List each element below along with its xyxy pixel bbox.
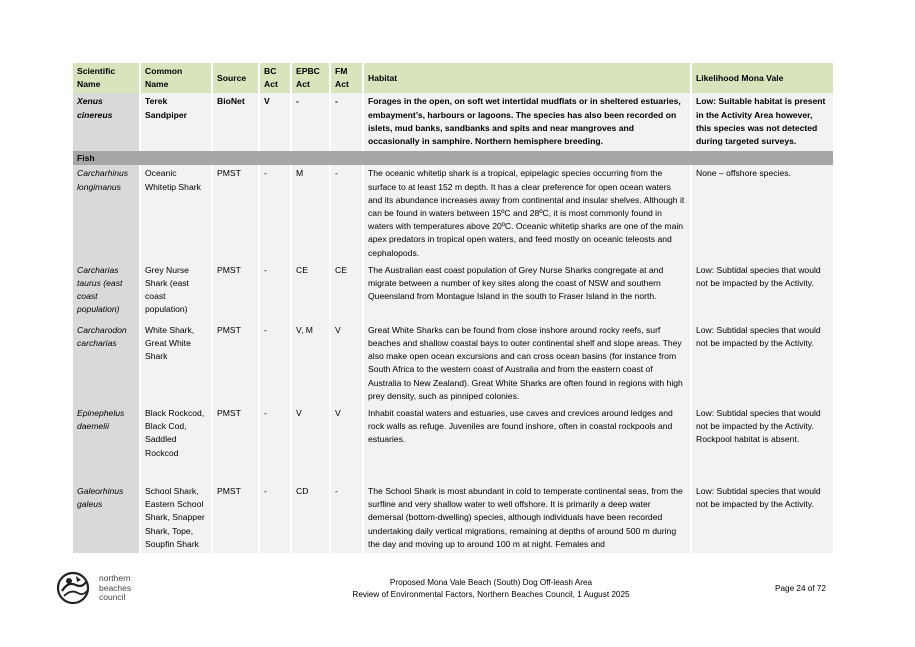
common-name-cell: School Shark, Eastern School Shark, Snapper Shark, Tope, Soupfin Shark [141,483,211,553]
page-number: Page 24 of 72 [775,584,826,593]
source-cell: PMST [213,483,258,553]
fm-act-cell: CE [331,262,362,322]
logo-word: beaches [99,582,132,593]
footer-title-block [300,577,682,600]
common-name-cell: Grey Nurse Shark (east coast population) [141,262,211,322]
source-cell: PMST [213,262,258,322]
common-name-cell: Terek Sandpiper [141,93,211,151]
likelihood-cell: Low: Subtidal species that would not be impacted by the Activity. [692,262,833,322]
bc-act-cell: - [260,483,290,553]
header-common-name: Common Name [141,63,211,93]
source-cell: PMST [213,322,258,405]
epbc-act-cell: M [292,165,329,261]
section-label: Fish [73,151,833,165]
header-likelihood: Likelihood Mona Vale [692,63,833,93]
species-table [71,63,835,553]
common-name-cell: White Shark, Great White Shark [141,322,211,405]
fm-act-cell: - [331,483,362,553]
common-name-cell: Black Rockcod, Black Cod, Saddled Rockcod [141,405,211,483]
scientific-name-cell: Carcharodon carcharias [73,322,139,405]
fm-act-cell: V [331,405,362,483]
footer-subtitle: Review of Environmental Factors, Northern Beaches Council, 1 August 2025 [352,589,630,599]
header-source: Source [213,63,258,93]
scientific-name-cell: Xenus cinereus [73,93,139,151]
habitat-cell: The School Shark is most abundant in cold to temperate continental seas, from the surfline and very shallow water to well offshore. It is primarily a deep water demersal (bottom-dwelling) species, although individuals have been recorded undertaking daily vertical migrations, remaining at depths of around 500 m during the day and moving up to around 100 m at night. Females and [364,483,690,553]
scientific-name-cell: Galeorhinus galeus [73,483,139,553]
scientific-name-cell: Carcharias taurus (east coast population) [73,262,139,322]
table-row [73,322,833,405]
fm-act-cell: - [331,165,362,261]
bc-act-cell: - [260,262,290,322]
scientific-name-cell: Epinephelus daemelii [73,405,139,483]
table-row [73,483,833,553]
epbc-act-cell: V, M [292,322,329,405]
likelihood-cell: Low: Suitable habitat is present in the Activity Area however, this species was not detected during targeted surveys. [692,93,833,151]
table-row [73,405,833,483]
table-row [73,93,833,151]
likelihood-cell: Low: Subtidal species that would not be impacted by the Activity. [692,322,833,405]
source-cell: PMST [213,405,258,483]
logo-word: council [99,592,126,602]
logo-word: northern [99,573,131,583]
habitat-cell: Great White Sharks can be found from close inshore around rocky reefs, surf beaches and shallow coastal bays to outer continental shelf and slope areas. They also make open ocean excursions and can cross ocean basins (for instance from South Africa to the western coast of Australia and from the eastern coast of Australia to New Zealand). Great White Sharks are often found in regions with high prey density, such as pinniped colonies. [364,322,690,405]
source-cell: PMST [213,165,258,261]
bc-act-cell: - [260,405,290,483]
bc-act-cell: - [260,165,290,261]
council-emblem-icon [56,571,92,605]
epbc-act-cell: CD [292,483,329,553]
header-bc-act: BC Act [260,63,290,93]
bc-act-cell: V [260,93,290,151]
section-row [73,151,833,165]
habitat-cell: Forages in the open, on soft wet intertidal mudflats or in sheltered estuaries, embayment’s, harbours or lagoons. The species has also been recorded on islets, mud banks, sandbanks and spits and near mangroves and occasionally in samphire. Northern hemisphere breeding. [364,93,690,151]
header-epbc-act: EPBC Act [292,63,329,93]
fm-act-cell: - [331,93,362,151]
table-row [73,165,833,261]
epbc-act-cell: CE [292,262,329,322]
header-fm-act: FM Act [331,63,362,93]
fm-act-cell: V [331,322,362,405]
bc-act-cell: - [260,322,290,405]
table-header-row [73,63,833,93]
epbc-act-cell: V [292,405,329,483]
logo-text [99,574,131,603]
habitat-cell: The Australian east coast population of Grey Nurse Sharks congregate at and migrate between a number of key sites along the coast of NSW and southern Queensland from Montague Island in the south to Fraser Island in the north. [364,262,690,322]
table-row [73,262,833,322]
habitat-cell: The oceanic whitetip shark is a tropical, epipelagic species occurring from the surface to at least 152 m depth. It has a clear preference for open ocean waters and its abundance increases away from continental and insular shelves. Although it can be found in waters between 15ºC and 28ºC, it is most commonly found in waters with temperatures above 20ºC. Oceanic whitetip sharks are one of the main apex predators in tropical open waters, and feed mostly on oceanic teleosts and cephalopods. [364,165,690,261]
epbc-act-cell: - [292,93,329,151]
likelihood-cell: None – offshore species. [692,165,833,261]
habitat-cell: Inhabit coastal waters and estuaries, use caves and crevices around ledges and rock walls as refuge. Juveniles are found inshore, often in coastal rockpools and estuaries. [364,405,690,483]
header-scientific-name: Scientific Name [73,63,139,93]
likelihood-cell: Low: Subtidal species that would not be impacted by the Activity. Rockpool habitat is absent. [692,405,833,483]
common-name-cell: Oceanic Whitetip Shark [141,165,211,261]
likelihood-cell: Low: Subtidal species that would not be impacted by the Activity. [692,483,833,553]
source-cell: BioNet [213,93,258,151]
header-habitat: Habitat [364,63,690,93]
scientific-name-cell: Carcharhinus longimanus [73,165,139,261]
footer-title: Proposed Mona Vale Beach (South) Dog Off-leash Area [389,578,593,587]
council-logo [56,571,156,605]
